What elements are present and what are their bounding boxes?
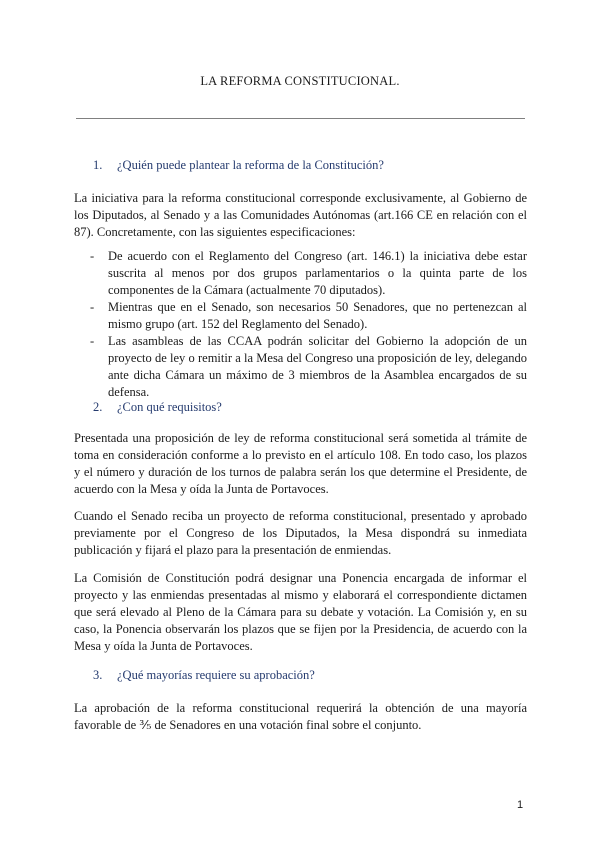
section-2-heading-text: ¿Con qué requisitos? [117, 400, 222, 414]
section-3-number: 3. [93, 668, 103, 682]
dash-marker: - [90, 334, 95, 348]
page-number: 1 [517, 799, 524, 811]
list-item-text: De acuerdo con el Reglamento del Congreso (art. 146.1) la iniciativa debe estar suscrita al menos por dos grupos parlamentarios o la quinta parte de los componentes de la Cámara (actualmente 70 diputados). [108, 249, 527, 297]
list-item [90, 248, 527, 299]
list-item-text: Mientras que en el Senado, son necesarios 50 Senadores, que no pertenezcan al mismo grupo (art. 152 del Reglamento del Senado). [108, 300, 527, 331]
list-item [90, 299, 527, 333]
section-3-heading-text: ¿Qué mayorías requiere su aprobación? [117, 668, 315, 682]
section-2-number: 2. [93, 400, 103, 414]
header-divider [76, 118, 525, 119]
section-2-paragraph-2: Cuando el Senado reciba un proyecto de reforma constitucional, presentado y aprobado previamente por el Congreso de los Diputados, la Mesa dispondrá su inmediata publicación y fijará el plazo para la presentación de enmiendas. [74, 509, 527, 557]
list-item [90, 333, 527, 401]
section-1-list [90, 248, 527, 401]
section-2-paragraph-1: Presentada una proposición de ley de reforma constitucional será sometida al trámite de toma en consideración conforme a lo previsto en el artículo 108. En todo caso, los plazos y el número y duración de los turnos de palabra serán los que determine el Presidente, de acuerdo con la Mesa y oída la Junta de Portavoces. [74, 431, 527, 496]
section-3-heading [93, 668, 315, 683]
section-3-paragraph: La aprobación de la reforma constitucional requerirá la obtención de una mayoría favorable de ⅗ de Senadores en una votación final sobre el conjunto. [74, 701, 527, 732]
section-1-heading-text: ¿Quién puede plantear la reforma de la Constitución? [117, 158, 384, 172]
section-1-intro: La iniciativa para la reforma constitucional corresponde exclusivamente, al Gobierno de los Diputados, al Senado y a las Comunidades Autónomas (art.166 CE en relación con el 87). Concretamente, con las siguientes especificaciones: [74, 191, 527, 239]
dash-marker: - [90, 300, 95, 314]
section-2-paragraph-3: La Comisión de Constitución podrá designar una Ponencia encargada de informar el proyecto y las enmiendas presentadas al mismo y elaborará el correspondiente dictamen que será elevado al Pleno de la Cámara para su debate y votación. La Comisión y, en su caso, la Ponencia observarán los plazos que se fijen por la Presidencia, de acuerdo con la Mesa y oída la Junta de Portavoces. [74, 571, 527, 653]
page-title: LA REFORMA CONSTITUCIONAL. [200, 74, 400, 88]
list-item-text: Las asambleas de las CCAA podrán solicitar del Gobierno la adopción de un proyecto de ley o remitir a la Mesa del Congreso una proposición de ley, delegando ante dicha Cámara un máximo de 3 miembros de la Asamblea encargados de su defensa. [108, 334, 527, 399]
section-1-number: 1. [93, 158, 103, 172]
section-1-heading [93, 158, 384, 173]
dash-marker: - [90, 249, 95, 263]
section-2-heading [93, 400, 222, 415]
